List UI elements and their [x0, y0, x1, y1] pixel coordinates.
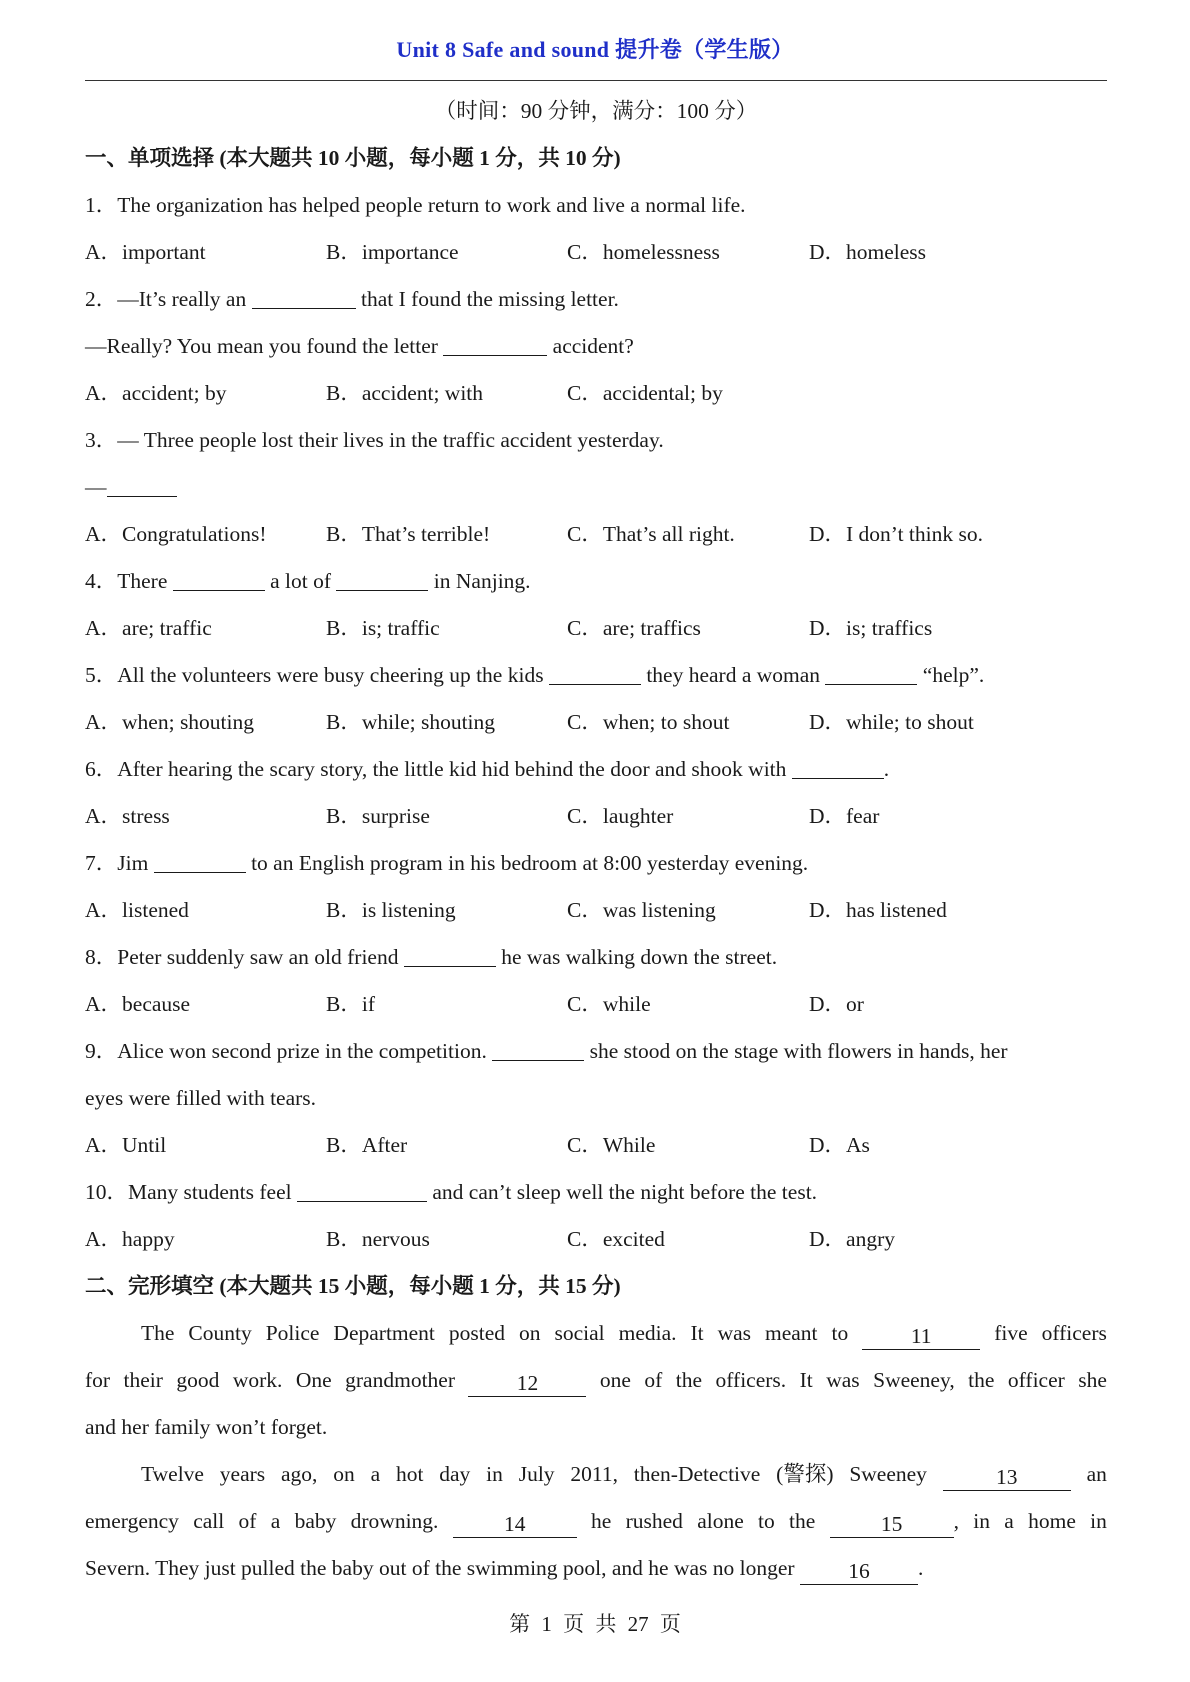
question-5-options: [85, 699, 1107, 746]
section-two-heading: 二、完形填空 (本大题共 15 小题，每小题 1 分，共 15 分): [85, 1274, 621, 1298]
option-c[interactable]: C．That’s all right.: [567, 522, 735, 546]
blank-14[interactable]: 14: [453, 1512, 577, 1538]
option-c[interactable]: C．excited: [567, 1227, 665, 1251]
answer-blank[interactable]: [173, 567, 265, 591]
question-4: 4．There a lot of in Nanjing.: [85, 569, 531, 593]
question-1-options: [85, 229, 1107, 276]
word: home: [1028, 1509, 1076, 1533]
word: for: [85, 1368, 111, 1392]
word: posted: [448, 1321, 506, 1345]
option-c[interactable]: C．when; to shout: [567, 710, 730, 734]
option-d[interactable]: D．I don’t think so.: [809, 522, 983, 546]
option-b[interactable]: B．is; traffic: [326, 616, 440, 640]
word: Sweeney,: [873, 1368, 955, 1392]
option-d[interactable]: D．has listened: [809, 898, 947, 922]
word: the: [675, 1368, 703, 1392]
option-d[interactable]: D．is; traffics: [809, 616, 933, 640]
document-title: Unit 8 Safe and sound 提升卷（学生版）: [396, 37, 794, 62]
option-c[interactable]: C．laughter: [567, 804, 674, 828]
word: One: [295, 1368, 332, 1392]
question-3-options: [85, 511, 1107, 558]
passage-p2-line-2: [85, 1498, 1107, 1545]
word: a: [370, 1462, 381, 1486]
word: of: [644, 1368, 663, 1392]
word: rushed: [625, 1509, 683, 1533]
word: officers.: [715, 1368, 787, 1392]
word: a: [270, 1509, 281, 1533]
word: their: [123, 1368, 163, 1392]
option-a[interactable]: A．are; traffic: [85, 616, 212, 640]
answer-blank[interactable]: [792, 755, 884, 779]
passage-p2-line-1: [85, 1451, 1107, 1498]
blank-group: [943, 1451, 1071, 1498]
word: Sweeney: [849, 1462, 927, 1486]
word: drowning.: [350, 1509, 439, 1533]
word: one: [599, 1368, 631, 1392]
word: years: [219, 1462, 266, 1486]
word: Twelve: [141, 1462, 204, 1486]
word: a: [1004, 1509, 1014, 1533]
question-3-reply: —: [85, 464, 1107, 511]
word: in: [486, 1462, 503, 1486]
section-one-heading: 一、单项选择 (本大题共 10 小题，每小题 1 分，共 10 分): [85, 146, 621, 170]
word: media.: [618, 1321, 677, 1345]
answer-blank[interactable]: [443, 332, 547, 356]
option-c[interactable]: C．are; traffics: [567, 616, 701, 640]
answer-blank[interactable]: [154, 849, 246, 873]
word: alone: [697, 1509, 744, 1533]
option-b[interactable]: B．nervous: [326, 1227, 430, 1251]
word: ago,: [281, 1462, 318, 1486]
word: then-Detective: [633, 1462, 761, 1486]
blank-group: [830, 1498, 959, 1545]
word: an: [1086, 1462, 1107, 1486]
blank-12[interactable]: 12: [468, 1371, 586, 1397]
word: was: [826, 1368, 860, 1392]
option-b[interactable]: B．surprise: [326, 804, 430, 828]
option-c[interactable]: C．While: [567, 1133, 656, 1157]
question-10: 10．Many students feel and can’t sleep well the night before the test.: [85, 1180, 818, 1204]
blank-11[interactable]: 11: [862, 1324, 980, 1350]
option-c[interactable]: C．while: [567, 992, 651, 1016]
option-d[interactable]: D．or: [809, 992, 864, 1016]
question-7: 7．Jim to an English program in his bedroom at 8:00 yesterday evening.: [85, 851, 809, 875]
answer-blank[interactable]: [404, 943, 496, 967]
question-6-options: [85, 793, 1107, 840]
header-rule: [85, 80, 1107, 81]
word: Department: [333, 1321, 435, 1345]
question-9-continued: eyes were filled with tears.: [85, 1086, 317, 1110]
word: to: [758, 1509, 775, 1533]
word: the: [789, 1509, 816, 1533]
word: of: [238, 1509, 257, 1533]
blank-13[interactable]: 13: [943, 1465, 1071, 1491]
word: baby: [294, 1509, 337, 1533]
question-2-options: [85, 370, 1107, 417]
word: The: [141, 1321, 175, 1345]
word: five: [994, 1321, 1028, 1345]
word: meant: [765, 1321, 818, 1345]
word: call: [193, 1509, 225, 1533]
word: day: [439, 1462, 471, 1486]
option-d[interactable]: D．while; to shout: [809, 710, 974, 734]
option-a[interactable]: A．because: [85, 992, 191, 1016]
option-a[interactable]: A．important: [85, 240, 206, 264]
word: County: [188, 1321, 252, 1345]
option-b[interactable]: B．while; shouting: [326, 710, 496, 734]
option-d[interactable]: D．As: [809, 1133, 870, 1157]
word: 2011,: [570, 1462, 618, 1486]
question-9-options: [85, 1122, 1107, 1169]
passage-p1-line-1: [85, 1310, 1107, 1357]
option-b[interactable]: B．After: [326, 1133, 408, 1157]
blank-group: [453, 1498, 577, 1545]
option-d[interactable]: D．homeless: [809, 240, 927, 264]
answer-blank[interactable]: [107, 473, 177, 497]
word: she: [1078, 1368, 1107, 1392]
page-footer: 第 1 页 共 27 页: [509, 1612, 681, 1636]
option-a[interactable]: A．happy: [85, 1227, 175, 1251]
answer-blank[interactable]: [252, 285, 356, 309]
word: hot: [395, 1462, 424, 1486]
word: work.: [232, 1368, 283, 1392]
answer-blank[interactable]: [297, 1178, 427, 1202]
answer-blank[interactable]: [549, 661, 641, 685]
option-a[interactable]: A．when; shouting: [85, 710, 255, 734]
question-9: 9．Alice won second prize in the competition. she stood on the stage with flowers in hands, her: [85, 1039, 1008, 1063]
option-b[interactable]: B．is listening: [326, 898, 456, 922]
word: grandmother: [345, 1368, 455, 1392]
question-8-options: [85, 981, 1107, 1028]
word: social: [554, 1321, 605, 1345]
word: on: [333, 1462, 355, 1486]
blank-group: [468, 1357, 586, 1404]
question-7-options: [85, 887, 1107, 934]
word: on: [519, 1321, 541, 1345]
blank-15[interactable]: 15: [830, 1512, 954, 1538]
option-b[interactable]: B．accident; with: [326, 381, 484, 405]
question-6: 6．After hearing the scary story, the little kid hid behind the door and shook with .: [85, 757, 890, 781]
word: to: [831, 1321, 849, 1345]
passage-p2-line-3: Severn. They just pulled the baby out of the swimming pool, and he was no longer 16 .: [85, 1556, 924, 1583]
word: good: [176, 1368, 220, 1392]
word: July: [518, 1462, 555, 1486]
option-a[interactable]: A．accident; by: [85, 381, 227, 405]
word: emergency: [85, 1509, 179, 1533]
word: Police: [265, 1321, 320, 1345]
blank-group: [862, 1310, 980, 1357]
passage-p1-line-2: [85, 1357, 1107, 1404]
document-body: [85, 88, 1107, 1592]
option-a[interactable]: A．Congratulations!: [85, 522, 267, 546]
option-c[interactable]: C．homelessness: [567, 240, 720, 264]
option-b[interactable]: B．importance: [326, 240, 459, 264]
answer-blank[interactable]: [492, 1037, 584, 1061]
exam-info: （时间：90 分钟，满分：100 分）: [434, 99, 758, 123]
question-1: 1．The organization has helped people return to work and live a normal life.: [85, 193, 746, 217]
word: (警探): [776, 1462, 834, 1486]
question-4-options: [85, 605, 1107, 652]
option-b[interactable]: B．if: [326, 992, 375, 1016]
word: It: [690, 1321, 704, 1345]
option-d[interactable]: D．angry: [809, 1227, 895, 1251]
blank-16[interactable]: 16: [800, 1559, 918, 1585]
word: he: [591, 1509, 612, 1533]
option-c[interactable]: C．was listening: [567, 898, 716, 922]
option-b[interactable]: B．That’s terrible!: [326, 522, 491, 546]
question-2-reply: —Really? You mean you found the letter accident?: [85, 334, 634, 358]
word: in: [1090, 1509, 1107, 1533]
word: in: [973, 1509, 990, 1533]
option-c[interactable]: C．accidental; by: [567, 381, 723, 405]
word: was: [717, 1321, 752, 1345]
word: It: [799, 1368, 813, 1392]
answer-blank[interactable]: [336, 567, 428, 591]
option-a[interactable]: A．Until: [85, 1133, 167, 1157]
question-5: 5．All the volunteers were busy cheering up the kids they heard a woman “help”.: [85, 663, 985, 687]
question-10-options: [85, 1216, 1107, 1263]
word: the: [968, 1368, 995, 1392]
option-d[interactable]: D．fear: [809, 804, 880, 828]
option-a[interactable]: A．stress: [85, 804, 170, 828]
question-8: 8．Peter suddenly saw an old friend he was walking down the street.: [85, 945, 778, 969]
passage-p1-line-3: and her family won’t forget.: [85, 1415, 328, 1439]
word: officer: [1007, 1368, 1065, 1392]
option-a[interactable]: A．listened: [85, 898, 189, 922]
punctuation: ,: [953, 1509, 959, 1533]
word: officers: [1041, 1321, 1107, 1345]
question-3: 3．— Three people lost their lives in the traffic accident yesterday.: [85, 428, 664, 452]
answer-blank[interactable]: [825, 661, 917, 685]
question-2: 2．—It’s really an that I found the missing letter.: [85, 287, 619, 311]
